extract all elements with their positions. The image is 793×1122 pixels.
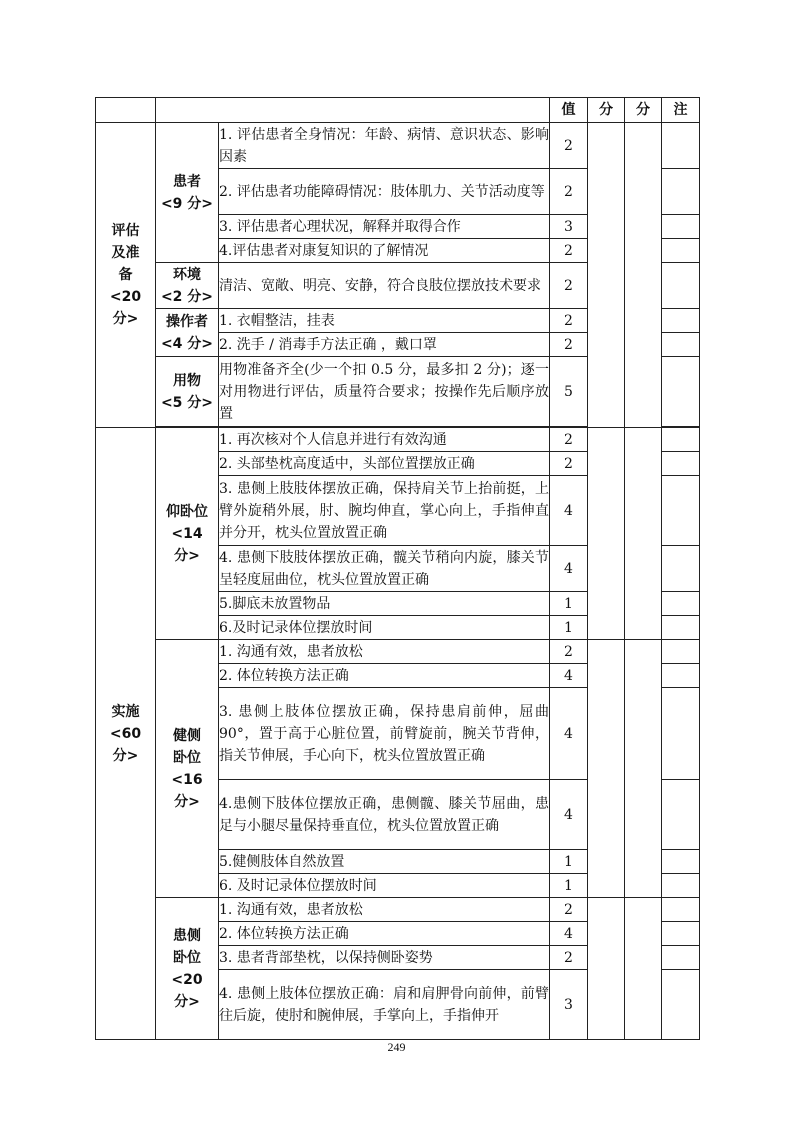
item-text: 6.及时记录体位摆放时间 [219,616,550,640]
item-text: 4.患侧下肢体位摆放正确，患侧髋、膝关节屈曲，患足与小腿尽量保持垂直位，枕头位置放置正确 [219,780,550,850]
header-score-1: 分 [588,98,625,123]
subcategory-supine: 仰卧位 <14 分> [156,428,219,640]
item-points: 4 [550,922,588,946]
score-cell-2 [625,123,662,428]
item-points: 3 [550,970,588,1040]
note-cell [662,640,700,664]
note-cell [662,780,700,850]
header-score-2: 分 [625,98,662,123]
item-text: 1. 沟通有效，患者放松 [219,640,550,664]
item-text: 用物准备齐全(少一个扣 0.5 分，最多扣 2 分)；逐一对用物进行评估，质量符合要求；按操作先后顺序放置 [219,357,550,427]
score-cell-1 [588,640,625,898]
note-cell [662,592,700,616]
subcategory-patient: 患者 <9 分> [156,123,219,263]
note-cell [662,898,700,922]
item-text: 3. 患侧上肢肢体摆放正确，保持肩关节上抬前挺，上臂外旋稍外展，肘、腕均伸直，掌心向上，手指伸直并分开，枕头位置放置正确 [219,476,550,546]
note-cell [662,263,700,309]
table-row [96,123,700,169]
note-cell [662,357,700,427]
item-points: 2 [550,333,588,357]
item-text: 1. 评估患者全身情况：年龄、病情、意识状态、影响因素 [219,123,550,169]
note-cell [662,688,700,780]
item-text: 2. 体位转换方法正确 [219,922,550,946]
score-cell-1 [588,428,625,640]
note-cell [662,239,700,263]
note-cell [662,123,700,169]
item-points: 2 [550,239,588,263]
item-points: 2 [550,428,588,452]
score-cell-2 [625,428,662,640]
item-text: 3. 患者背部垫枕，以保持侧卧姿势 [219,946,550,970]
score-cell-1 [588,898,625,1040]
item-text: 1. 再次核对个人信息并进行有效沟通 [219,428,550,452]
header-row [96,98,700,123]
item-points: 1 [550,592,588,616]
item-points: 2 [550,123,588,169]
page-number: 249 [387,1040,406,1054]
item-text: 2. 体位转换方法正确 [219,664,550,688]
header-cell-blank-1 [96,98,156,123]
subcategory-healthy-side-lying: 健侧 卧位 <16 分> [156,640,219,898]
note-cell [662,664,700,688]
note-cell [662,169,700,215]
item-text: 5.健侧肢体自然放置 [219,850,550,874]
item-points: 2 [550,263,588,309]
item-points: 4 [550,546,588,592]
note-cell [662,922,700,946]
score-cell-2 [625,898,662,1040]
note-cell [662,215,700,239]
item-text: 2. 洗手 / 消毒手方法正确 ，戴口罩 [219,333,550,357]
note-cell [662,616,700,640]
item-points: 1 [550,850,588,874]
item-points: 2 [550,946,588,970]
table-row [96,640,700,664]
note-cell [662,946,700,970]
item-points: 4 [550,688,588,780]
item-text: 清洁、宽敞、明亮、安静，符合良肢位摆放技术要求 [219,263,550,309]
item-points: 2 [550,640,588,664]
item-text: 4. 患侧上肢体位摆放正确：肩和肩胛骨向前伸，前臂往后旋，使肘和腕伸展，手掌向上，手指伸开 [219,970,550,1040]
header-value: 值 [550,98,588,123]
item-points: 2 [550,169,588,215]
item-text: 1. 衣帽整洁，挂表 [219,309,550,333]
item-points: 2 [550,309,588,333]
note-cell [662,850,700,874]
item-points: 4 [550,476,588,546]
subcategory-affected-side-lying: 患侧 卧位 <20 分> [156,898,219,1040]
table-row [96,428,700,452]
item-text: 4.评估患者对康复知识的了解情况 [219,239,550,263]
note-cell [662,428,700,452]
category-assessment: 评估 及准 备 <20 分> [96,123,156,428]
item-text: 6. 及时记录体位摆放时间 [219,874,550,898]
item-points: 3 [550,215,588,239]
item-text: 4. 患侧下肢肢体摆放正确，髋关节稍向内旋，膝关节呈轻度屈曲位，枕头位置放置正确 [219,546,550,592]
item-text: 1. 沟通有效，患者放松 [219,898,550,922]
scoring-table [95,97,700,1040]
item-text: 2. 头部垫枕高度适中，头部位置摆放正确 [219,452,550,476]
item-points: 4 [550,664,588,688]
subcategory-operator: 操作者 <4 分> [156,309,219,357]
item-points: 4 [550,780,588,850]
header-note: 注 [662,98,700,123]
item-text: 3. 评估患者心理状况，解释并取得合作 [219,215,550,239]
item-text: 5.脚底未放置物品 [219,592,550,616]
item-points: 1 [550,874,588,898]
table-row [96,898,700,922]
note-cell [662,333,700,357]
subcategory-environment: 环境 <2 分> [156,263,219,309]
item-text: 3. 患侧上肢体位摆放正确，保持患肩前伸，屈曲 90°，置于高于心脏位置，前臂旋前，腕关节背伸，指关节伸展，手心向下，枕头位置放置正确 [219,688,550,780]
score-cell-2 [625,640,662,898]
note-cell [662,452,700,476]
subcategory-supplies: 用物 <5 分> [156,357,219,427]
note-cell [662,546,700,592]
item-points: 2 [550,898,588,922]
note-cell [662,874,700,898]
item-text: 2. 评估患者功能障碍情况：肢体肌力、关节活动度等 [219,169,550,215]
item-points: 1 [550,616,588,640]
item-points: 5 [550,357,588,427]
category-implementation: 实施 <60 分> [96,428,156,1040]
note-cell [662,476,700,546]
header-cell-blank-2 [156,98,550,123]
score-cell-1 [588,123,625,428]
item-points: 2 [550,452,588,476]
note-cell [662,309,700,333]
note-cell [662,970,700,1040]
